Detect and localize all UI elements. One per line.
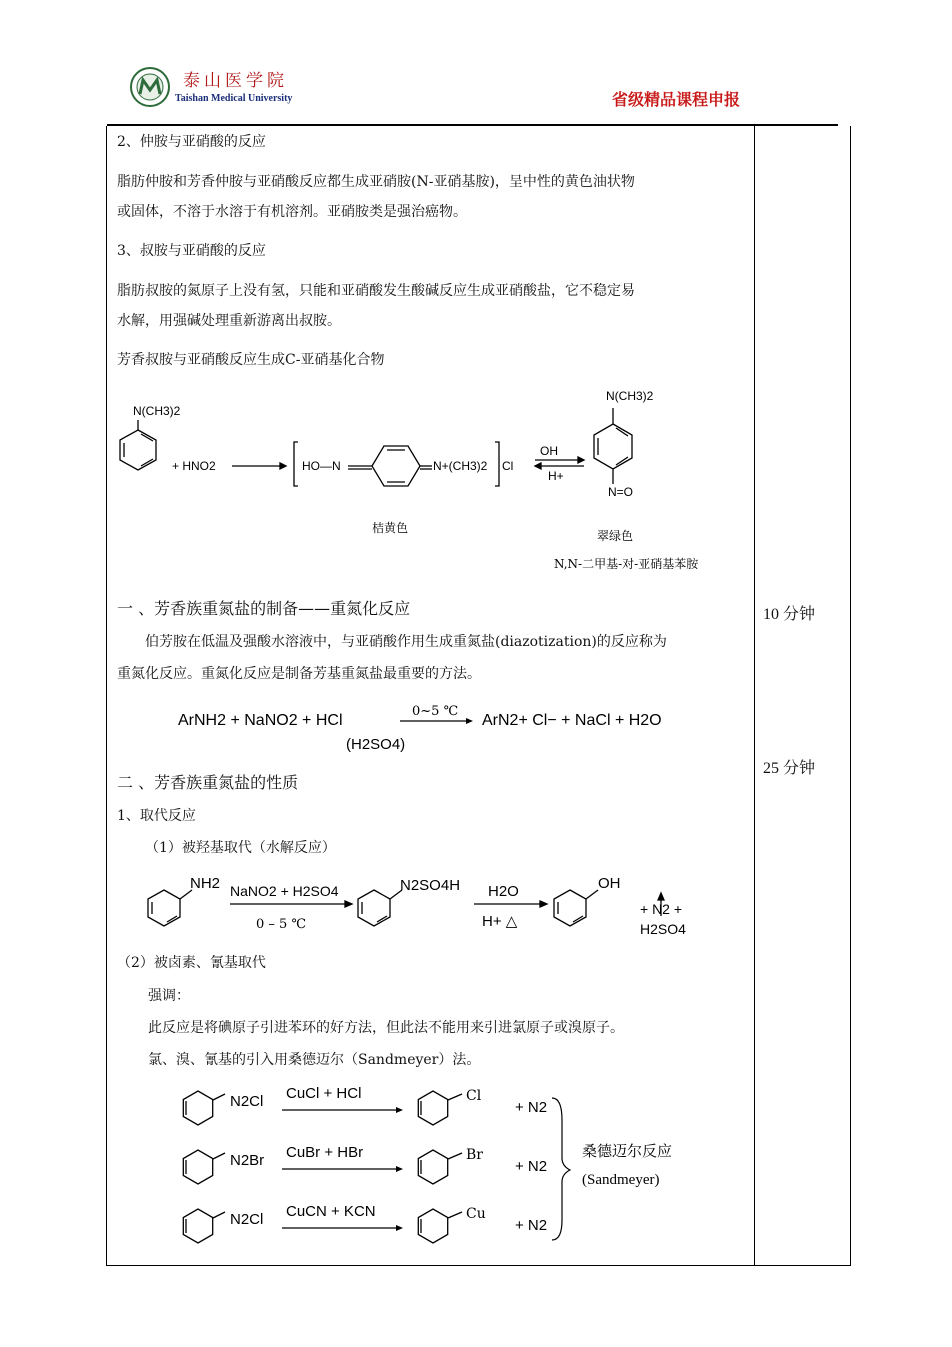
- equation-left: ArNH2 + NaNO2 + HCl: [178, 712, 343, 729]
- hydrolysis-cond1-bottom: 0 – 5 ℃: [256, 917, 306, 932]
- label-green: 翠绿色: [597, 529, 634, 543]
- equation-right: ArN2+ Cl− + NaCl + H2O: [482, 712, 662, 729]
- diazotization-equation: [170, 695, 730, 755]
- sandmeyer-label-en: (Sandmeyer): [582, 1172, 660, 1188]
- paragraph-line: 伯芳胺在低温及强酸水溶液中，与亚硝酸作用生成重氮盐(diazotization)的反应称为: [145, 634, 667, 650]
- product-top: N(CH3)2: [606, 389, 654, 403]
- time-allocation-2: 25 分钟: [763, 760, 816, 777]
- grouping-brace: [552, 1098, 570, 1240]
- hydrolysis-cond2-bottom: H+ △: [482, 913, 518, 930]
- hydrolysis-cond1-top: NaNO2 + H2SO4: [230, 883, 339, 899]
- sandmeyer-diazonium: N2Br: [230, 1152, 265, 1169]
- time-allocation-1: 10 分钟: [763, 606, 816, 623]
- sandmeyer-reagent: CuBr + HBr: [286, 1144, 364, 1161]
- arrow-head: [396, 1107, 403, 1113]
- reagent-label: + HNO2: [172, 459, 216, 473]
- hydrolysis-reactant: NH2: [190, 875, 221, 892]
- column-divider: [754, 126, 755, 1266]
- sandmeyer-byproduct: + N2: [515, 1158, 548, 1175]
- paragraph-line: 此反应是将碘原子引进苯环的好方法，但此法不能用来引进氯原子或溴原子。: [148, 1020, 624, 1036]
- school-name-en: Taishan Medical University: [175, 93, 293, 104]
- section-heading-properties: 二 、芳香族重氮盐的性质: [117, 773, 299, 792]
- intermediate-left: HO—N: [302, 459, 341, 473]
- condition-bottom: H+: [548, 469, 564, 483]
- sandmeyer-product-ring: [418, 1150, 447, 1184]
- substituent-bond: [448, 1212, 462, 1218]
- sandmeyer-product: Cl: [466, 1088, 482, 1104]
- label-product-name: N,N-二甲基-对-亚硝基苯胺: [554, 557, 699, 571]
- subsection-hydroxyl: （1）被羟基取代（水解反应）: [145, 840, 336, 856]
- hydrolysis-byproducts-top: + N2 +: [640, 901, 683, 917]
- sandmeyer-diazonium: N2Cl: [230, 1211, 264, 1228]
- sandmeyer-scheme: [170, 1080, 740, 1260]
- sandmeyer-reactant-ring: [183, 1091, 212, 1125]
- section-title-secondary-amine: 2、仲胺与亚硝酸的反应: [117, 134, 266, 150]
- product-bottom: N=O: [608, 485, 634, 499]
- sandmeyer-label-cn: 桑德迈尔反应: [582, 1142, 673, 1160]
- reactant-label: N(CH3)2: [133, 404, 181, 418]
- section-heading-preparation: 一 、芳香族重氮盐的制备——重氮化反应: [117, 599, 411, 618]
- substituent-bond: [448, 1153, 462, 1159]
- sandmeyer-product: Br: [466, 1147, 483, 1163]
- section-title-tertiary-amine: 3、叔胺与亚硝酸的反应: [117, 243, 266, 259]
- condition-top: OH: [540, 444, 558, 458]
- intermediate-right: N+(CH3)2: [433, 459, 488, 473]
- sandmeyer-reagent: CuCl + HCl: [286, 1085, 362, 1102]
- paragraph-line: 氯、溴、氰基的引入用桑德迈尔（Sandmeyer）法。: [148, 1052, 481, 1068]
- substituent-bond: [213, 1212, 225, 1218]
- paragraph-line: 芳香叔胺与亚硝酸反应生成C-亚硝基化合物: [117, 352, 385, 368]
- sandmeyer-product: Cu: [466, 1206, 486, 1222]
- arrow-head: [396, 1225, 403, 1231]
- nitrosation-scheme: [110, 380, 750, 580]
- hydrolysis-intermediate: N2SO4H: [400, 877, 461, 894]
- hydrolysis-product: OH: [598, 875, 621, 892]
- paragraph-line: 脂肪仲胺和芳香仲胺与亚硝酸反应都生成亚硝胺(N-亚硝基胺)，呈中性的黄色油状物: [117, 174, 635, 190]
- sandmeyer-byproduct: + N2: [515, 1217, 548, 1234]
- university-logo: [130, 67, 170, 107]
- school-name-cn: 泰山医学院: [183, 71, 288, 91]
- sandmeyer-reactant-ring: [183, 1150, 212, 1184]
- subsection-halogen: （2）被卤素、氰基取代: [117, 955, 266, 971]
- sandmeyer-reagent: CuCN + KCN: [286, 1203, 376, 1220]
- label-orange: 桔黄色: [372, 521, 409, 535]
- hydrolysis-byproducts-bottom: H2SO4: [640, 921, 686, 937]
- paragraph-line: 或固体，不溶于水溶于有机溶剂。亚硝胺类是强治癌物。: [117, 204, 467, 220]
- counter-ion: Cl: [502, 459, 514, 473]
- substituent-bond: [213, 1094, 225, 1100]
- report-title: 省级精品课程申报: [612, 90, 741, 109]
- emphasis-label: 强调：: [148, 988, 190, 1004]
- sandmeyer-product-ring: [418, 1091, 447, 1125]
- sandmeyer-product-ring: [418, 1209, 447, 1243]
- paragraph-line: 重氮化反应。重氮化反应是制备芳基重氮盐最重要的方法。: [117, 666, 481, 682]
- substituent-bond: [448, 1094, 462, 1100]
- substituent-bond: [213, 1153, 225, 1159]
- arrow-head: [396, 1166, 403, 1172]
- hydrolysis-scheme: [140, 868, 740, 948]
- hydrolysis-cond2-top: H2O: [488, 883, 519, 900]
- sandmeyer-byproduct: + N2: [515, 1099, 548, 1116]
- paragraph-line: 脂肪叔胺的氮原子上没有氢，只能和亚硝酸发生酸碱反应生成亚硝酸盐，它不稳定易: [117, 283, 635, 299]
- equation-condition: 0~5 ℃: [412, 704, 459, 719]
- paragraph-line: 水解，用强碱处理重新游离出叔胺。: [117, 313, 341, 329]
- sandmeyer-reactant-ring: [183, 1209, 212, 1243]
- page-header: [0, 0, 952, 126]
- subsection-substitution: 1、取代反应: [117, 808, 196, 824]
- equation-below: (H2SO4): [346, 736, 406, 753]
- sandmeyer-diazonium: N2Cl: [230, 1093, 264, 1110]
